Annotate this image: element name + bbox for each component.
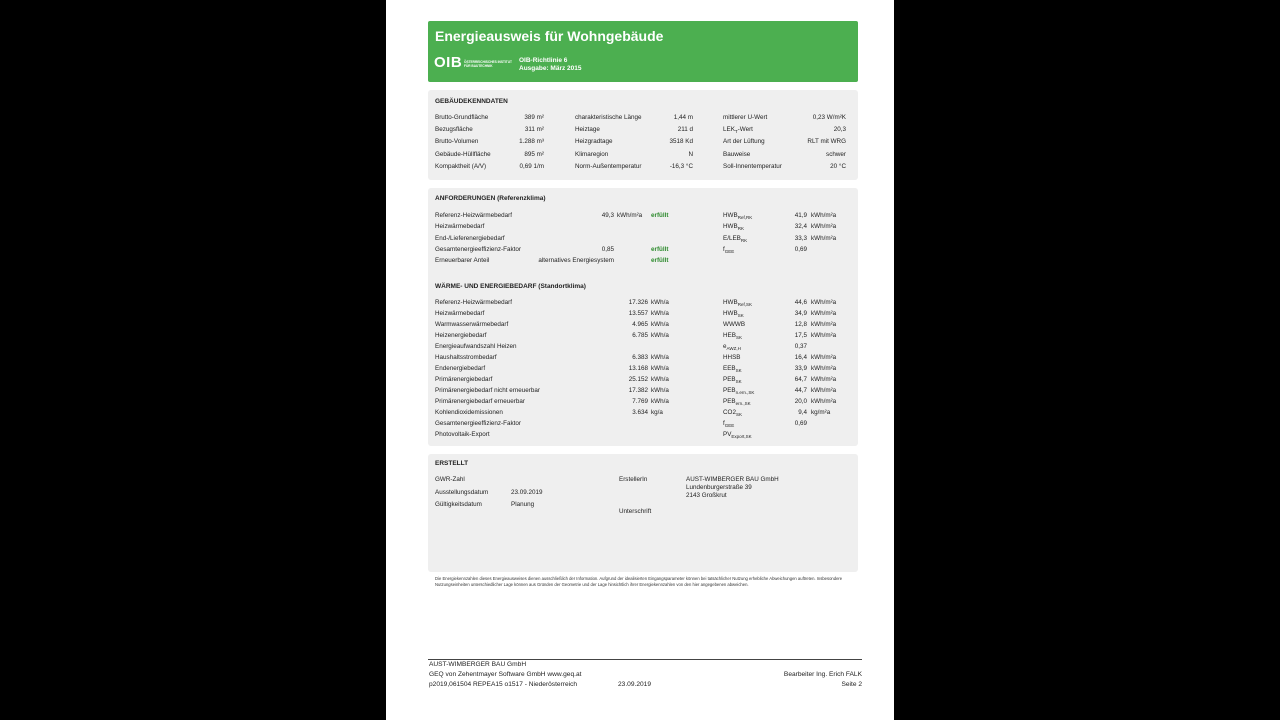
bedarf-value: 17.326 xyxy=(628,299,648,306)
kenndaten-label: Norm-Außentemperatur xyxy=(575,163,642,170)
bedarf-symbol xyxy=(723,365,742,375)
anforderung-symbol-symbol: f xyxy=(723,246,725,253)
anforderung-label: Gesamtenergieeffizienz-Faktor xyxy=(435,246,521,253)
bedarf-symbol-subscript: AWZ,H xyxy=(726,346,741,351)
kenndaten-value: 1.288 m³ xyxy=(519,138,544,145)
bedarf-symbol xyxy=(723,376,742,386)
header-banner xyxy=(428,21,858,82)
anforderung-unit2: kWh/m²a xyxy=(811,235,837,242)
bedarf-symbol xyxy=(723,343,741,353)
kenndaten-label-subscript: T xyxy=(734,129,738,134)
bedarf-unit2: kWh/m²a xyxy=(811,310,837,317)
bedarf-unit2: kg/m²a xyxy=(811,409,831,416)
footer-bearbeiter: Bearbeiter Ing. Erich FALK xyxy=(783,671,862,678)
bedarf-symbol-symbol: PEB xyxy=(723,387,736,394)
ersteller-line: 2143 Großkrut xyxy=(686,492,727,499)
bedarf-label: Heizwärmebedarf xyxy=(435,310,485,317)
anforderung-symbol-symbol: HWB xyxy=(723,212,738,219)
kenndaten-label: Bauweise xyxy=(723,151,751,158)
kenndaten-label xyxy=(723,126,753,136)
header-subtitle xyxy=(519,57,582,73)
bedarf-symbol xyxy=(723,420,734,430)
bedarf-symbol-subscript: ern.,SK xyxy=(735,401,751,406)
bedarf-unit: kWh/a xyxy=(651,354,669,361)
ersteller-line: AUST-WIMBERGER BAU GmbH xyxy=(686,476,779,483)
bedarf-unit: kWh/a xyxy=(651,332,669,339)
bedarf-value2: 44,7 xyxy=(794,387,807,394)
bedarf-value2: 34,9 xyxy=(794,310,807,317)
bedarf-symbol xyxy=(723,398,751,408)
ausstellungsdatum-label: Ausstellungsdatum xyxy=(435,489,489,496)
bedarf-symbol-symbol: EEB xyxy=(723,365,736,372)
anforderung-value2: 41,9 xyxy=(794,212,807,219)
kenndaten-value: N xyxy=(688,151,693,158)
anforderung-symbol-subscript: GEE xyxy=(724,249,735,254)
anforderung-label: Heizwärmebedarf xyxy=(435,223,485,230)
bedarf-symbol xyxy=(723,409,742,419)
bedarf-value2: 0,37 xyxy=(794,343,807,350)
bedarf-symbol-symbol: f xyxy=(723,420,725,427)
bedarf-value2: 33,9 xyxy=(794,365,807,372)
bedarf-value: 6.383 xyxy=(632,354,648,361)
footer-software: GEQ von Zehentmayer Software GmbH www.geq.at xyxy=(429,671,582,678)
bedarf-label: Gesamtenergieeffizienz-Faktor xyxy=(435,420,521,427)
anforderung-label: Referenz-Heizwärmebedarf xyxy=(435,212,512,219)
bedarf-label: Haushaltsstrombedarf xyxy=(435,354,497,361)
bedarf-unit: kWh/a xyxy=(651,365,669,372)
kenndaten-label: charakteristische Länge xyxy=(575,114,642,121)
bedarf-symbol-subscript: GEE xyxy=(724,423,735,428)
bedarf-symbol-symbol: e xyxy=(723,343,727,350)
ersteller-label: ErstellerIn xyxy=(619,476,648,483)
footer-code: p2019,061504 REPEA15 o1517 - Niederösterreich xyxy=(429,681,578,688)
kenndaten-label: Brutto-Grundfläche xyxy=(435,114,489,121)
kenndaten-label: Soll-Innentemperatur xyxy=(723,163,782,170)
bedarf-label: Primärenergiebedarf erneuerbar xyxy=(435,398,525,405)
ausstellungsdatum-value: 23.09.2019 xyxy=(511,489,543,496)
kenndaten-value: RLT mit WRG xyxy=(807,138,846,145)
bedarf-symbol-symbol: PEB xyxy=(723,376,736,383)
bedarf-unit2: kWh/m²a xyxy=(811,387,837,394)
bedarf-symbol xyxy=(723,310,744,320)
bedarf-symbol xyxy=(723,332,742,342)
bedarf-symbol-subscript: SK xyxy=(735,379,742,384)
anforderung-symbol-symbol: E/LEB xyxy=(723,235,741,242)
bedarf-unit: kWh/a xyxy=(651,387,669,394)
bedarf-unit: kWh/a xyxy=(651,321,669,328)
anforderung-symbol xyxy=(723,246,734,256)
anforderung-symbol xyxy=(723,212,752,222)
bedarf-value2: 0,69 xyxy=(794,420,807,427)
bedarf-symbol-symbol: HWB xyxy=(723,299,738,306)
kenndaten-value: 311 m² xyxy=(524,126,544,133)
document-page xyxy=(386,0,894,720)
kenndaten-value: 1,44 m xyxy=(673,114,693,121)
section-title: WÄRME- UND ENERGIEBEDARF (Standortklima) xyxy=(435,283,586,290)
footer-divider xyxy=(428,659,862,660)
status-erfuellt: erfüllt xyxy=(651,257,669,264)
bedarf-symbol xyxy=(723,299,752,309)
gwr-label: GWR-Zahl xyxy=(435,476,465,483)
anforderung-label: End-/Lieferenergiebedarf xyxy=(435,235,505,242)
anforderung-value: 0,85 xyxy=(601,246,614,253)
bedarf-value2: 20,0 xyxy=(794,398,807,405)
anforderung-unit2: kWh/m²a xyxy=(811,223,837,230)
bedarf-unit2: kWh/m²a xyxy=(811,376,837,383)
bedarf-value: 4.965 xyxy=(632,321,648,328)
bedarf-symbol-subscript: SK xyxy=(735,335,742,340)
bedarf-unit2: kWh/m²a xyxy=(811,321,837,328)
anforderung-symbol-subscript: RK xyxy=(740,238,748,243)
bedarf-symbol-subscript: SK xyxy=(735,412,742,417)
bedarf-value2: 16,4 xyxy=(794,354,807,361)
status-erfuellt: erfüllt xyxy=(651,246,669,253)
footer-page: Seite 2 xyxy=(841,681,862,688)
bedarf-label: Primärenergiebedarf xyxy=(435,376,493,383)
bedarf-unit: kWh/a xyxy=(651,310,669,317)
bedarf-symbol-symbol: PV xyxy=(723,431,732,438)
bedarf-unit2: kWh/m²a xyxy=(811,299,837,306)
anforderung-symbol-subscript: RK xyxy=(737,226,744,231)
anforderung-value2: 33,3 xyxy=(794,235,807,242)
erstellt-section xyxy=(428,454,858,572)
oib-logo-text: OIB xyxy=(434,54,463,71)
bedarf-unit2: kWh/m²a xyxy=(811,332,837,339)
document-title: Energieausweis für Wohngebäude xyxy=(435,28,664,44)
bedarf-symbol-symbol: HHSB xyxy=(723,354,741,361)
bedarf-symbol-symbol: PEB xyxy=(723,398,736,405)
kenndaten-value: 895 m² xyxy=(524,151,544,158)
bedarf-value2: 12,8 xyxy=(794,321,807,328)
kenndaten-value: 0,69 1/m xyxy=(519,163,544,170)
bedarf-unit: kWh/a xyxy=(651,398,669,405)
bedarf-label: Warmwasserwärmebedarf xyxy=(435,321,509,328)
bedarf-unit: kWh/a xyxy=(651,376,669,383)
bedarf-unit: kWh/a xyxy=(651,299,669,306)
kenndaten-label: Klimaregion xyxy=(575,151,609,158)
bedarf-value: 6.785 xyxy=(632,332,648,339)
anforderung-symbol-subscript: Ref,RK xyxy=(737,215,753,220)
bedarf-symbol xyxy=(723,387,754,397)
kenndaten-value: schwer xyxy=(826,151,846,158)
section-title: ANFORDERUNGEN (Referenzklima) xyxy=(435,195,546,202)
unterschrift-label: Unterschrift xyxy=(619,508,652,515)
section-title: GEBÄUDEKENNDATEN xyxy=(435,98,508,105)
bedarf-value2: 64,7 xyxy=(794,376,807,383)
bedarf-value: 25.152 xyxy=(628,376,648,383)
bedarf-label: Photovoltaik-Export xyxy=(435,431,490,438)
bedarf-value2: 44,6 xyxy=(794,299,807,306)
anforderung-unit: kWh/m²a xyxy=(617,212,643,219)
kenndaten-value: 211 d xyxy=(677,126,693,133)
kenndaten-label-suffix: -Wert xyxy=(737,126,753,133)
bedarf-symbol xyxy=(723,321,745,329)
oib-logo xyxy=(434,54,514,74)
section-title: ERSTELLT xyxy=(435,460,469,467)
bedarf-label: Endenergiebedarf xyxy=(435,365,486,372)
oib-institute-text: ÖSTERREICHISCHES INSTITUT FÜR BAUTECHNIK xyxy=(464,60,512,68)
ausgabe: Ausgabe: März 2015 xyxy=(519,65,582,72)
kenndaten-label: Kompaktheit (A/V) xyxy=(435,163,487,170)
bedarf-symbol-subscript: Ref,SK xyxy=(737,302,752,307)
bedarf-value: 13.168 xyxy=(628,365,648,372)
bedarf-symbol-subscript: Export,SK xyxy=(731,434,752,439)
kenndaten-value: 20 °C xyxy=(830,163,846,170)
bedarf-symbol-symbol: HWB xyxy=(723,310,738,317)
kenndaten-label: Art der Lüftung xyxy=(723,138,765,145)
anforderung-symbol xyxy=(723,235,747,245)
bedarf-value: 7.769 xyxy=(632,398,648,405)
bedarf-label: Kohlendioxidemissionen xyxy=(435,409,503,416)
bedarf-value2: 17,5 xyxy=(794,332,807,339)
bedarf-value: 17.382 xyxy=(628,387,648,394)
bedarf-symbol-symbol: HEB xyxy=(723,332,736,339)
bedarf-unit: kg/a xyxy=(651,409,663,416)
anforderung-value: alternatives Energiesystem xyxy=(538,257,614,264)
anforderung-unit2: kWh/m²a xyxy=(811,212,837,219)
gueltigkeitsdatum-value: Planung xyxy=(511,501,535,508)
bedarf-label: Referenz-Heizwärmebedarf xyxy=(435,299,512,306)
bedarf-value: 13.557 xyxy=(628,310,648,317)
bedarf-symbol-subscript: SK xyxy=(735,368,742,373)
bedarf-value: 3.634 xyxy=(632,409,648,416)
kenndaten-label: Heiztage xyxy=(575,126,600,133)
gebaeudekenndaten-section xyxy=(428,90,858,180)
bedarf-symbol-subscript: n.ern.,SK xyxy=(735,390,755,395)
ersteller-line: Lundenburgerstraße 39 xyxy=(686,484,752,491)
bedarf-symbol xyxy=(723,354,741,362)
bedarf-label: Heizenergiebedarf xyxy=(435,332,487,339)
kenndaten-value: 389 m² xyxy=(524,114,544,121)
kenndaten-value: 20,3 xyxy=(833,126,846,133)
anforderung-symbol-symbol: HWB xyxy=(723,223,738,230)
bedarf-unit2: kWh/m²a xyxy=(811,365,837,372)
bedarf-unit2: kWh/m²a xyxy=(811,354,837,361)
kenndaten-label-symbol: LEK xyxy=(723,126,735,133)
bedarf-unit2: kWh/m²a xyxy=(811,398,837,405)
bedarf-symbol-subscript: SK xyxy=(737,313,744,318)
status-erfuellt: erfüllt xyxy=(651,212,669,219)
kenndaten-label: mittlerer U-Wert xyxy=(723,114,768,121)
kenndaten-value: -16,3 °C xyxy=(669,163,693,170)
kenndaten-label: Bezugsfläche xyxy=(435,126,473,133)
bedarf-symbol-symbol: CO2 xyxy=(723,409,736,416)
bedarf-label: Energieaufwandszahl Heizen xyxy=(435,343,517,350)
kenndaten-value: 0,23 W/m²K xyxy=(812,114,846,121)
anforderung-value2: 32,4 xyxy=(794,223,807,230)
bedarf-symbol-symbol: WWWB xyxy=(723,321,746,328)
bedarf-value2: 9,4 xyxy=(798,409,807,416)
disclaimer-text: Die Energiekennzahlen dieses Energieausweises dienen ausschließlich der Information. Aufgrund der idealisierten Eingangsparameter können bei tatsächlicher Nutzung erhebliche Abweichungen auftreten. Insbesondere Nutzungseinheiten unterschiedlicher Lage können aus Gründen der Geometrie und der Lage hinsichtlich ihrer Energiekennzahlen von den hier angegebenen abweichen. xyxy=(435,576,843,587)
kenndaten-label: Brutto-Volumen xyxy=(435,138,479,145)
richtlinie: OIB-Richtlinie 6 xyxy=(519,57,568,64)
footer-date: 23.09.2019 xyxy=(618,681,652,688)
kenndaten-value: 3518 Kd xyxy=(669,138,693,145)
anforderung-value2: 0,69 xyxy=(794,246,807,253)
anforderung-label: Erneuerbarer Anteil xyxy=(435,257,490,264)
anforderung-symbol xyxy=(723,223,744,233)
bedarf-symbol xyxy=(723,431,752,441)
bedarf-label: Primärenergiebedarf nicht erneuerbar xyxy=(435,387,541,394)
gueltigkeitsdatum-label: Gültigkeitsdatum xyxy=(435,501,482,508)
kenndaten-label: Heizgradtage xyxy=(575,138,613,145)
kenndaten-label: Gebäude-Hüllfläche xyxy=(435,151,491,158)
anforderungen-section xyxy=(428,188,858,446)
anforderung-value: 49,3 xyxy=(601,212,614,219)
footer-company: AUST-WIMBERGER BAU GmbH xyxy=(429,661,527,668)
